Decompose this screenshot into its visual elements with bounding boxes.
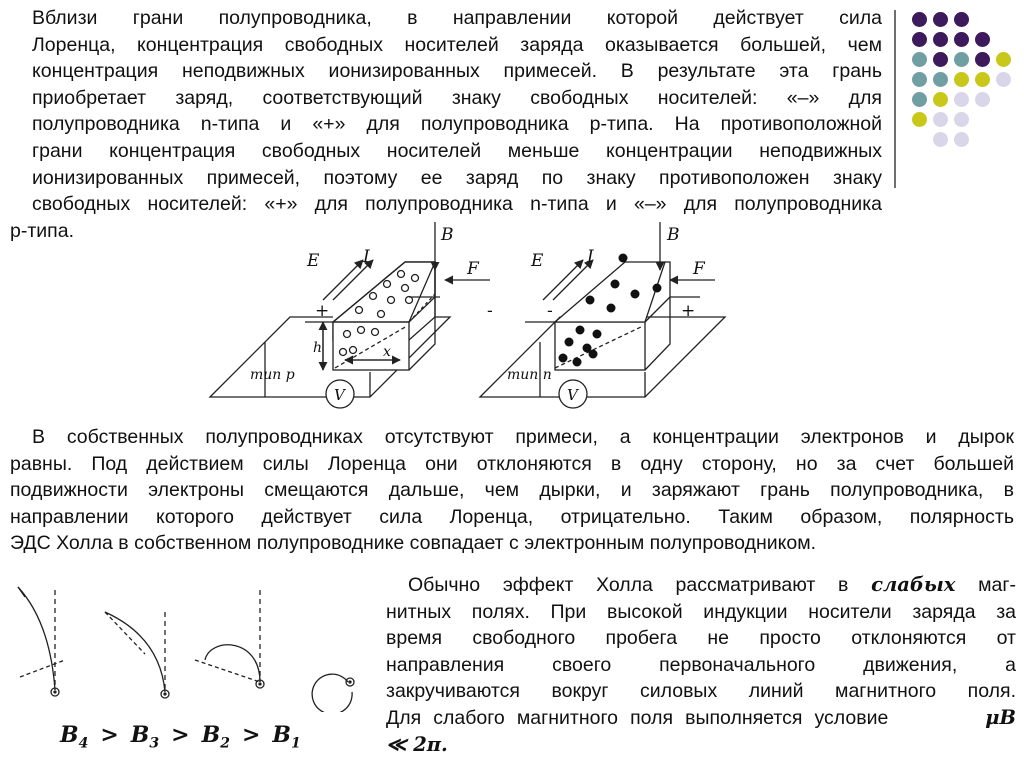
decor-dot (954, 32, 969, 47)
label-type-n: тип n (507, 367, 552, 383)
b2-label: B (201, 722, 221, 748)
label-voltmeter-left: V (334, 386, 345, 404)
b3-subscript: 3 (149, 735, 160, 752)
decor-dot (912, 32, 927, 47)
label-i-right: I (587, 247, 594, 267)
decor-dot (975, 52, 990, 67)
gt-sign: > (171, 722, 190, 748)
decor-dot (933, 12, 948, 27)
decor-dot (912, 112, 927, 127)
text-line: Вблизи грани полупроводника, в направлении которой действует сила (32, 7, 882, 29)
decor-dot (954, 12, 969, 27)
text-fragment: Обычно эффект Холла рассматривают в (408, 574, 872, 596)
formula-2pi: ≪ 2π. (386, 732, 448, 756)
emphasis-weak: слабых (871, 573, 956, 596)
paragraph-strong-field (386, 572, 1016, 758)
decor-dot (933, 92, 948, 107)
text-line: ионизированных примесей, поэтому ее заряд по знаку противоположен знаку (32, 166, 882, 189)
label-b-left: B (441, 225, 454, 245)
decor-dot (933, 32, 948, 47)
decor-dot (996, 52, 1011, 67)
text-line: свободных носителей: «+» для полупроводника n-типа и «–» для полупроводника (32, 193, 882, 216)
text-line: грани концентрация свободных носителей меньше концентрации неподвижных (32, 139, 882, 162)
text-line: подвижности электроны смещаются дальше, чем дырки, и заряжают грань полупроводника, в (10, 479, 1014, 502)
label-e-right: E (531, 251, 544, 271)
text-line: концентрация неподвижных ионизированных примесей. В результате эта грань (32, 60, 882, 83)
text-line: равны. Под действием силы Лоренца они отклоняются в одну сторону, но за счет большей (10, 452, 1014, 475)
b2-subscript: 2 (220, 735, 230, 752)
label-minus-left: - (487, 301, 493, 321)
text-line: нитных полях. При высокой индукции носители заряда за (386, 600, 1016, 623)
decor-dot (996, 72, 1011, 87)
decor-dot (933, 132, 948, 147)
decor-dot (912, 52, 927, 67)
label-plus-right: + (681, 301, 696, 321)
label-h: h (313, 340, 323, 356)
text-fragment: Для слабого магнитного поля выполняется условие (386, 706, 889, 729)
decor-dot (954, 52, 969, 67)
text-line: приобретает заряд, соответствующий знаку свободных носителей: «–» для (32, 86, 882, 109)
gt-sign: > (100, 722, 119, 748)
decor-divider (894, 10, 896, 188)
b1-label: B (272, 722, 291, 748)
decor-dot (912, 92, 927, 107)
decor-dot (933, 52, 948, 67)
decor-dot (954, 112, 969, 127)
text-line (386, 572, 1016, 599)
label-plus-left: + (315, 301, 330, 321)
field-strength-order (60, 722, 301, 751)
decor-dot (975, 72, 990, 87)
text-line (386, 732, 1016, 759)
gt-sign: > (241, 722, 261, 748)
text-fragment: маг- (955, 574, 1016, 596)
text-line: закручиваются вокруг силовых линий магнитного поля. (386, 680, 1016, 703)
b4-label: B (60, 722, 79, 748)
b4-subscript: 4 (78, 735, 89, 752)
text-line (386, 705, 1016, 732)
label-x: x (383, 344, 391, 360)
text-line: p-типа. (10, 219, 74, 242)
b1-subscript: 1 (291, 735, 301, 752)
decor-dot (954, 92, 969, 107)
decor-dot (975, 92, 990, 107)
formula-mu-b: μB (985, 705, 1017, 729)
text-line: направлении которого действует сила Лоренца, отрицательно. Таким образом, полярность (10, 505, 1014, 528)
text-line: направления своего первоначального движения, а (386, 653, 1016, 676)
decor-dot (912, 12, 927, 27)
text-line: В собственных полупроводниках отсутствуют примеси, а концентрации электронов и дырок (32, 426, 1014, 448)
label-voltmeter-right: V (567, 386, 578, 404)
label-f-right: F (693, 259, 705, 279)
b3-label: B (130, 722, 150, 748)
text-line: Лоренца, концентрация свободных носителей заряда оказывается большей, чем (32, 33, 882, 56)
decor-dot (933, 112, 948, 127)
paragraph-lorentz-face (10, 5, 882, 244)
label-f-left: F (467, 259, 479, 279)
decor-dot (933, 72, 948, 87)
text-line: полупроводника n-типа и «+» для полупроводника p-типа. На противоположной (32, 113, 882, 136)
label-e-left: E (307, 251, 320, 271)
label-i-left: I (363, 247, 370, 267)
label-b-right: B (667, 225, 680, 245)
label-type-p: тип p (250, 367, 295, 383)
paragraph-intrinsic (10, 424, 1014, 557)
text-line: время свободного пробега не просто отклоняются от (386, 627, 1016, 650)
trajectory-diagram (10, 582, 360, 712)
text-line: ЭДС Холла в собственном полупроводнике совпадает с электронным полупроводником. (10, 532, 817, 555)
decor-dot (954, 132, 969, 147)
decor-dot (954, 72, 969, 87)
decor-dot (912, 72, 927, 87)
label-minus-right: - (547, 301, 553, 321)
hall-effect-diagram (195, 222, 755, 422)
decor-dot (975, 32, 990, 47)
